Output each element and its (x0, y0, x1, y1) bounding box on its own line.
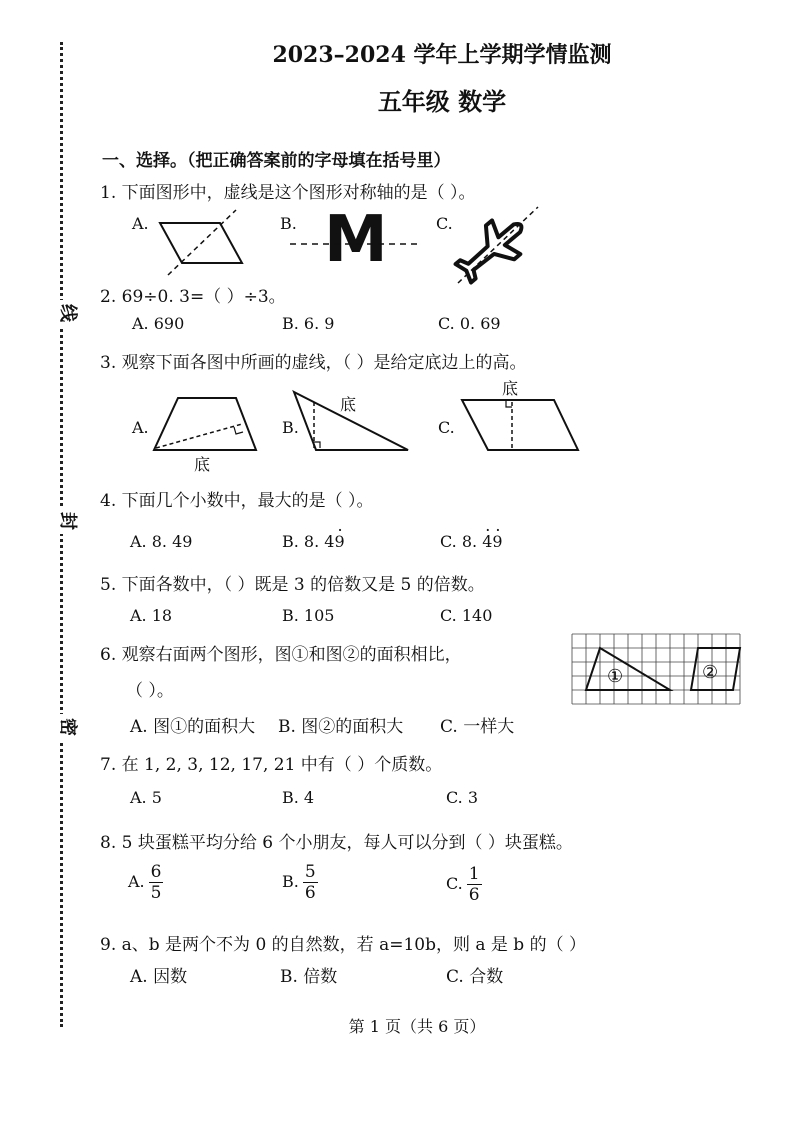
q8-option-c: C. $\frac{1}{6}$ (446, 864, 480, 905)
exam-title: 2023–2024 学年上学期学情监测 (272, 42, 612, 68)
q5-option-c: C. 140 (440, 606, 493, 625)
page-footer: 第 1 页（共 6 页） (348, 1017, 486, 1036)
q1-option-c: C. (436, 214, 453, 233)
q9-option-a: A. 因数 (130, 967, 188, 987)
fraction: $\frac{6}{5}$ (150, 862, 162, 903)
q7-option-b: B. 4 (282, 788, 315, 807)
q2-option-b: B. 6. 9 (282, 314, 335, 333)
binding-mark-xian: 线 (56, 300, 82, 326)
fraction: $\frac{5}{6}$ (304, 862, 316, 903)
q2-option-a: A. 690 (132, 314, 185, 333)
q6-option-c: C. 一样大 (440, 717, 515, 737)
q8-option-a: A. $\frac{6}{5}$ (128, 862, 162, 903)
q3-option-c: C. (438, 418, 455, 437)
q9-option-b: B. 倍数 (280, 967, 338, 987)
question-6-stem-continued: （ ）。 (126, 681, 174, 701)
q3-option-b: B. (282, 418, 299, 437)
q4-option-b: B. 8. 4. 9 (282, 532, 345, 551)
q1-parallelogram-figure (150, 205, 250, 275)
q8-option-b: B. $\frac{5}{6}$ (282, 862, 316, 903)
q5-option-a: A. 18 (130, 606, 173, 625)
q4-option-a: A. 8. 49 (130, 532, 193, 551)
q2-option-c: C. 0. 69 (438, 314, 501, 333)
q3-a-base-label: 底 (194, 455, 211, 474)
question-3-stem: 3. 观察下面各图中所画的虚线，（ ）是给定底边上的高。 (100, 353, 527, 373)
airplane-icon (452, 205, 542, 285)
q6-option-b: B. 图②的面积大 (278, 717, 404, 737)
q7-option-c: C. 3 (446, 788, 479, 807)
q1-letter-m: M (324, 203, 388, 277)
q1-option-b: B. (280, 214, 297, 233)
q1-option-a: A. (132, 214, 149, 233)
question-6-stem: 6. 观察右面两个图形，图①和图②的面积相比， (100, 645, 462, 665)
q6-figure-label-1: ① (607, 666, 624, 687)
q9-option-c: C. 合数 (446, 967, 504, 987)
question-4-stem: 4. 下面几个小数中，最大的是（ ）。 (100, 491, 374, 511)
q6-figure-label-2: ② (702, 662, 719, 683)
binding-mark-mi: 密 (56, 714, 82, 740)
q5-option-b: B. 105 (282, 606, 335, 625)
question-2-stem: 2. 69÷0. 3=（ ）÷3。 (100, 287, 286, 307)
q4-option-c: C. 8. . 4. 9 (440, 532, 503, 551)
q3-c-base-label: 底 (502, 379, 519, 398)
binding-dotted-line (60, 42, 63, 1027)
q3-b-base-label: 底 (340, 395, 357, 414)
q3-parallelogram-figure (460, 396, 582, 454)
question-7-stem: 7. 在 1, 2, 3, 12, 17, 21 中有（ ）个质数。 (100, 755, 443, 775)
question-1-stem: 1. 下面图形中，虚线是这个图形对称轴的是（ ）。 (100, 183, 476, 203)
question-5-stem: 5. 下面各数中，（ ）既是 3 的倍数又是 5 的倍数。 (100, 575, 485, 595)
q1-m-dashed-line (290, 242, 420, 246)
q3-trapezoid-figure (152, 394, 262, 456)
fraction: $\frac{1}{6}$ (468, 864, 480, 905)
q7-option-a: A. 5 (130, 788, 162, 807)
exam-subtitle: 五年级 数学 (377, 87, 507, 116)
q3-option-a: A. (132, 418, 149, 437)
section-title: 一、选择。（把正确答案前的字母填在括号里） (102, 151, 451, 171)
question-9-stem: 9. a、b 是两个不为 0 的自然数，若 a=10b，则 a 是 b 的（ ） (100, 935, 587, 955)
q6-option-a: A. 图①的面积大 (130, 717, 256, 737)
question-8-stem: 8. 5 块蛋糕平均分给 6 个小朋友，每人可以分到（ ）块蛋糕。 (100, 833, 573, 853)
binding-mark-feng: 封 (56, 508, 82, 534)
